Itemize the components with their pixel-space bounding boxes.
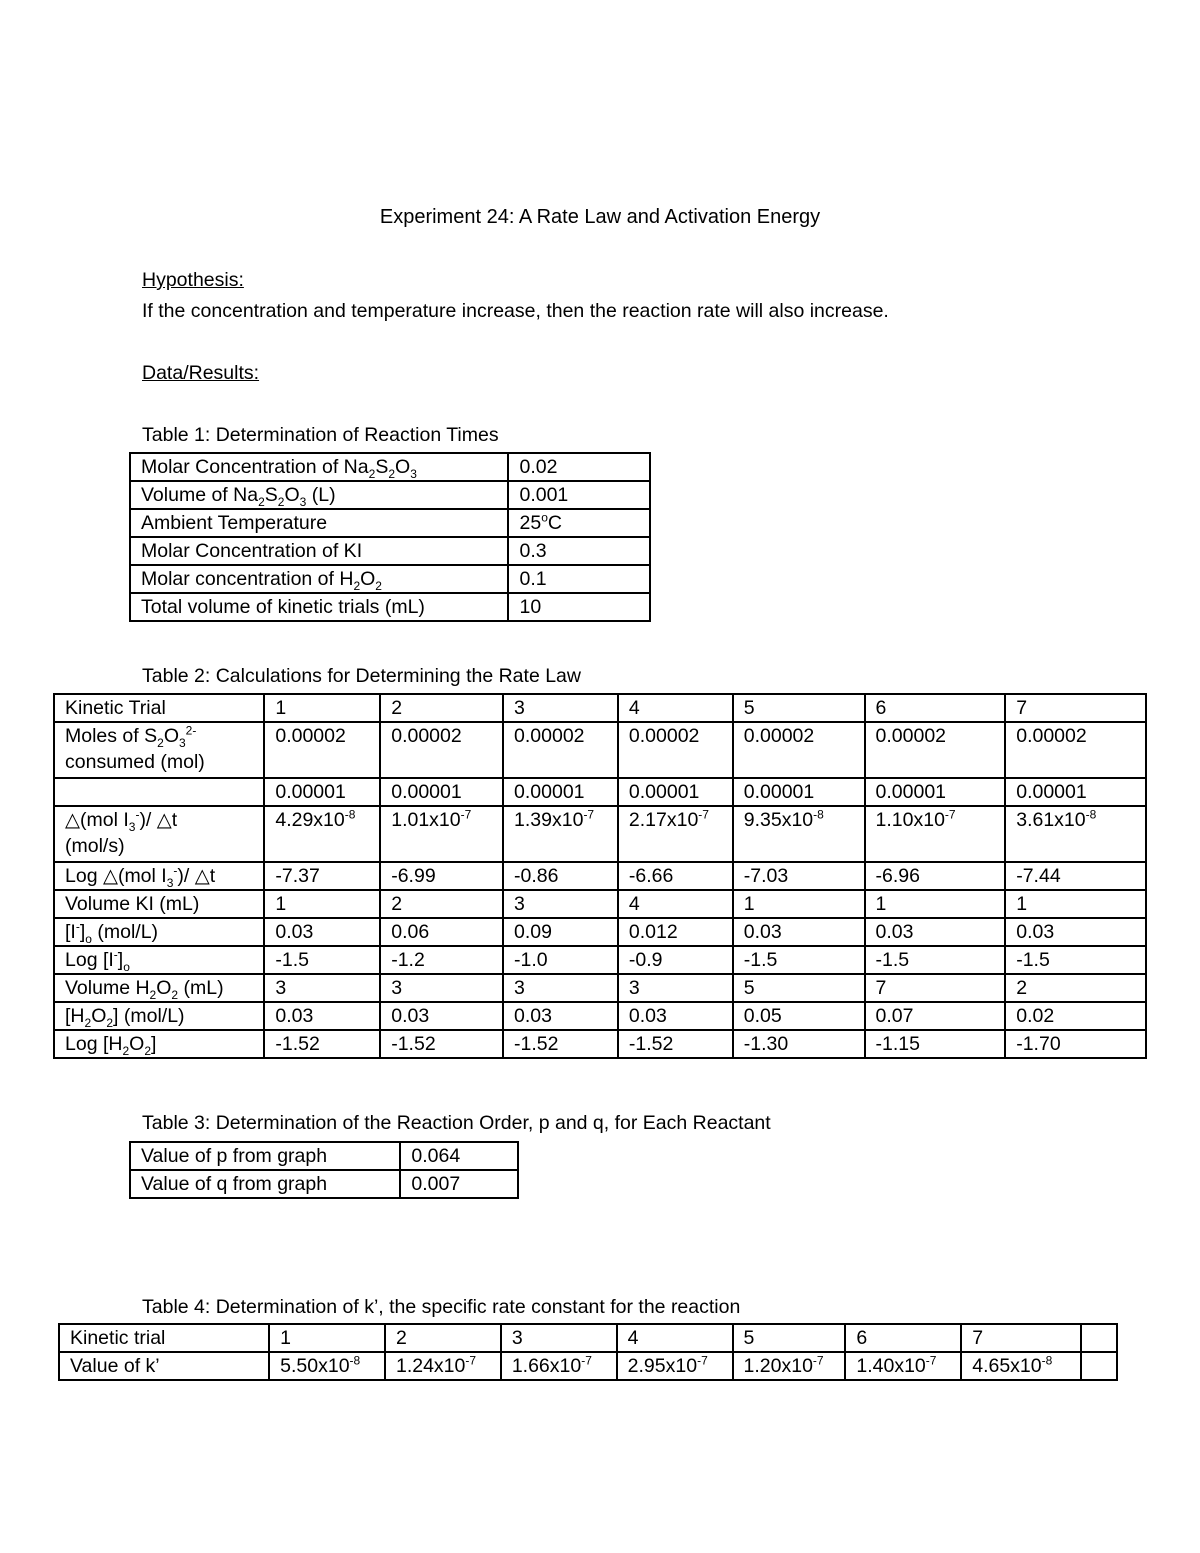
table-cell: 2 bbox=[385, 1324, 501, 1352]
table-row bbox=[130, 1142, 518, 1170]
table-cell: Value of p from graph bbox=[130, 1142, 400, 1170]
table3-caption: Table 3: Determination of the Reaction Order, p and q, for Each Reactant bbox=[142, 1112, 771, 1134]
table-cell: Molar Concentration of KI bbox=[130, 537, 508, 565]
table-cell: 1 bbox=[733, 890, 865, 918]
table-cell: Value of q from graph bbox=[130, 1170, 400, 1198]
table-cell: 0.00002 bbox=[503, 722, 618, 778]
table-cell: Molar concentration of $H_2O_2$ bbox=[130, 565, 508, 593]
table-cell: $1.20x10^{-7}$ bbox=[733, 1352, 846, 1380]
table-cell: 0.012 bbox=[618, 918, 733, 946]
table1-caption: Table 1: Determination of Reaction Times bbox=[142, 424, 499, 446]
row-label bbox=[54, 778, 264, 806]
table-cell: $1.40x10^{-7}$ bbox=[845, 1352, 961, 1380]
row-label: Kinetic Trial bbox=[54, 694, 264, 722]
table-cell: $1.01x10^{-7}$ bbox=[380, 806, 503, 862]
table-cell: -0.86 bbox=[503, 862, 618, 890]
table-cell: 3 bbox=[380, 974, 503, 1002]
table-cell: 0.00001 bbox=[380, 778, 503, 806]
table-cell: 0.00001 bbox=[1005, 778, 1146, 806]
table-cell: -0.9 bbox=[618, 946, 733, 974]
table-row bbox=[130, 481, 650, 509]
table-cell: 0.00002 bbox=[733, 722, 865, 778]
table-cell: $5.50x10^{-8}$ bbox=[269, 1352, 385, 1380]
table-cell: 3 bbox=[503, 974, 618, 1002]
table-cell: 1 bbox=[264, 694, 380, 722]
table-cell: 0.00001 bbox=[865, 778, 1006, 806]
table-cell: -7.37 bbox=[264, 862, 380, 890]
table-cell: 3 bbox=[503, 890, 618, 918]
table-cell: 0.09 bbox=[503, 918, 618, 946]
table-cell: 0.03 bbox=[264, 1002, 380, 1030]
table-cell: $3.61x10^{-8}$ bbox=[1005, 806, 1146, 862]
table-cell: 0.00002 bbox=[865, 722, 1006, 778]
table2-caption: Table 2: Calculations for Determining the Rate Law bbox=[142, 665, 581, 687]
table-cell: 5 bbox=[733, 1324, 846, 1352]
table-cell: 3 bbox=[618, 974, 733, 1002]
table-cell: -7.03 bbox=[733, 862, 865, 890]
table-cell: -1.0 bbox=[503, 946, 618, 974]
table-cell: 0.3 bbox=[508, 537, 650, 565]
table-cell: 0.00001 bbox=[503, 778, 618, 806]
table-cell: 0.00001 bbox=[618, 778, 733, 806]
table-row bbox=[54, 1030, 1146, 1058]
table-cell: $2.17x10^{-7}$ bbox=[618, 806, 733, 862]
row-label: $[H_2O_2]$ (mol/L) bbox=[54, 1002, 264, 1030]
table-row bbox=[54, 778, 1146, 806]
row-label: Volume $H_2O_2$ (mL) bbox=[54, 974, 264, 1002]
data-results-heading: Data/Results: bbox=[142, 362, 260, 384]
table-cell: Volume of $Na_2S_2O_3$ (L) bbox=[130, 481, 508, 509]
table-cell: -1.15 bbox=[865, 1030, 1006, 1058]
table-cell: $1.24x10^{-7}$ bbox=[385, 1352, 501, 1380]
table-cell: 0.07 bbox=[865, 1002, 1006, 1030]
table-cell: 1 bbox=[269, 1324, 385, 1352]
empty-cell bbox=[1081, 1352, 1117, 1380]
table1 bbox=[129, 452, 651, 622]
table-cell: -6.66 bbox=[618, 862, 733, 890]
table-cell: 4 bbox=[618, 694, 733, 722]
table3 bbox=[129, 1141, 519, 1199]
table-cell: 0.05 bbox=[733, 1002, 865, 1030]
row-label: Log $[I^-]_o$ bbox=[54, 946, 264, 974]
row-label: Moles of $S_2O_3^{2-}$ consumed (mol) bbox=[54, 722, 264, 778]
table-cell: $9.35x10^{-8}$ bbox=[733, 806, 865, 862]
table-cell: -1.5 bbox=[733, 946, 865, 974]
table-cell: -1.52 bbox=[503, 1030, 618, 1058]
row-label: Value of k’ bbox=[59, 1352, 269, 1380]
table-row bbox=[54, 722, 1146, 778]
table4 bbox=[58, 1323, 1118, 1381]
table-cell: 3 bbox=[264, 974, 380, 1002]
row-label: Volume KI (mL) bbox=[54, 890, 264, 918]
hypothesis-heading: Hypothesis: bbox=[142, 269, 244, 291]
table-row bbox=[54, 890, 1146, 918]
table-cell: 1 bbox=[1005, 890, 1146, 918]
table-row bbox=[54, 946, 1146, 974]
table-cell: 0.00002 bbox=[1005, 722, 1146, 778]
table-cell: 0.03 bbox=[1005, 918, 1146, 946]
row-label: $[I^-]_o$ (mol/L) bbox=[54, 918, 264, 946]
table-cell: 5 bbox=[733, 694, 865, 722]
table-cell: 3 bbox=[503, 694, 618, 722]
table-cell: 2 bbox=[380, 694, 503, 722]
table-cell: 6 bbox=[845, 1324, 961, 1352]
table-cell: $1.10x10^{-7}$ bbox=[865, 806, 1006, 862]
table-cell: $4.65x10^{-8}$ bbox=[961, 1352, 1081, 1380]
table-row bbox=[130, 453, 650, 481]
table-cell: 0.00001 bbox=[733, 778, 865, 806]
table-row bbox=[54, 974, 1146, 1002]
table-cell: 0.064 bbox=[400, 1142, 518, 1170]
table-cell: $1.66x10^{-7}$ bbox=[501, 1352, 617, 1380]
table-cell: 0.03 bbox=[733, 918, 865, 946]
table-cell: $1.39x10^{-7}$ bbox=[503, 806, 618, 862]
table-cell: -6.99 bbox=[380, 862, 503, 890]
table-cell: 1 bbox=[264, 890, 380, 918]
table-cell: -1.2 bbox=[380, 946, 503, 974]
table-cell: Total volume of kinetic trials (mL) bbox=[130, 593, 508, 621]
table-cell: 0.03 bbox=[503, 1002, 618, 1030]
table2 bbox=[53, 693, 1147, 1059]
table-cell: 2 bbox=[380, 890, 503, 918]
row-label: Log △(mol $I_3^-)/$ △t bbox=[54, 862, 264, 890]
table-cell: 0.00002 bbox=[380, 722, 503, 778]
table-cell: 0.00002 bbox=[618, 722, 733, 778]
table-cell: 1 bbox=[865, 890, 1006, 918]
table-row bbox=[130, 565, 650, 593]
empty-cell bbox=[1081, 1324, 1117, 1352]
table-cell: 0.001 bbox=[508, 481, 650, 509]
table-row bbox=[130, 509, 650, 537]
table-row bbox=[59, 1324, 1117, 1352]
table-cell: $4.29x10^{-8}$ bbox=[264, 806, 380, 862]
table-cell: -1.52 bbox=[264, 1030, 380, 1058]
page-title: Experiment 24: A Rate Law and Activation Energy bbox=[379, 206, 821, 228]
table-row bbox=[54, 1002, 1146, 1030]
table-cell: 3 bbox=[501, 1324, 617, 1352]
table-cell: 0.00001 bbox=[264, 778, 380, 806]
table-cell: $2.95x10^{-7}$ bbox=[617, 1352, 733, 1380]
table-cell: 0.06 bbox=[380, 918, 503, 946]
table4-caption: Table 4: Determination of k’, the specific rate constant for the reaction bbox=[142, 1296, 741, 1318]
table-cell: -1.70 bbox=[1005, 1030, 1146, 1058]
table-cell: 2 bbox=[1005, 974, 1146, 1002]
table-cell: 6 bbox=[865, 694, 1006, 722]
table-cell: 0.03 bbox=[865, 918, 1006, 946]
row-label: Kinetic trial bbox=[59, 1324, 269, 1352]
table-cell: 7 bbox=[961, 1324, 1081, 1352]
table-cell: -6.96 bbox=[865, 862, 1006, 890]
table-cell: -1.5 bbox=[865, 946, 1006, 974]
row-label: Log $[H_2O_2]$ bbox=[54, 1030, 264, 1058]
table-row bbox=[130, 1170, 518, 1198]
table-row bbox=[54, 918, 1146, 946]
table-cell: 10 bbox=[508, 593, 650, 621]
table-cell: 5 bbox=[733, 974, 865, 1002]
table-cell: 0.03 bbox=[618, 1002, 733, 1030]
table-cell: -1.52 bbox=[618, 1030, 733, 1058]
table-cell: 7 bbox=[1005, 694, 1146, 722]
table-cell: 4 bbox=[617, 1324, 733, 1352]
row-label: △(mol $I_3^-)/$ △t (mol/s) bbox=[54, 806, 264, 862]
table-cell: 7 bbox=[865, 974, 1006, 1002]
table-cell: -7.44 bbox=[1005, 862, 1146, 890]
table-cell: -1.30 bbox=[733, 1030, 865, 1058]
table-cell: 0.1 bbox=[508, 565, 650, 593]
table-cell: -1.52 bbox=[380, 1030, 503, 1058]
table-cell: 0.03 bbox=[380, 1002, 503, 1030]
table-cell: Molar Concentration of $Na_2S_2O_3$ bbox=[130, 453, 508, 481]
hypothesis-text: If the concentration and temperature increase, then the reaction rate will also increase. bbox=[142, 300, 889, 322]
table-cell: 0.02 bbox=[1005, 1002, 1146, 1030]
table-cell: 0.007 bbox=[400, 1170, 518, 1198]
table-cell: 0.02 bbox=[508, 453, 650, 481]
table-cell: 25$^o$C bbox=[508, 509, 650, 537]
table-cell: -1.5 bbox=[1005, 946, 1146, 974]
table-row bbox=[54, 694, 1146, 722]
table-cell: Ambient Temperature bbox=[130, 509, 508, 537]
table-cell: 0.03 bbox=[264, 918, 380, 946]
table-cell: 0.00002 bbox=[264, 722, 380, 778]
table-row bbox=[130, 593, 650, 621]
table-row bbox=[54, 862, 1146, 890]
table-cell: 4 bbox=[618, 890, 733, 918]
table-cell: -1.5 bbox=[264, 946, 380, 974]
table-row bbox=[59, 1352, 1117, 1380]
table-row bbox=[54, 806, 1146, 862]
table-row bbox=[130, 537, 650, 565]
